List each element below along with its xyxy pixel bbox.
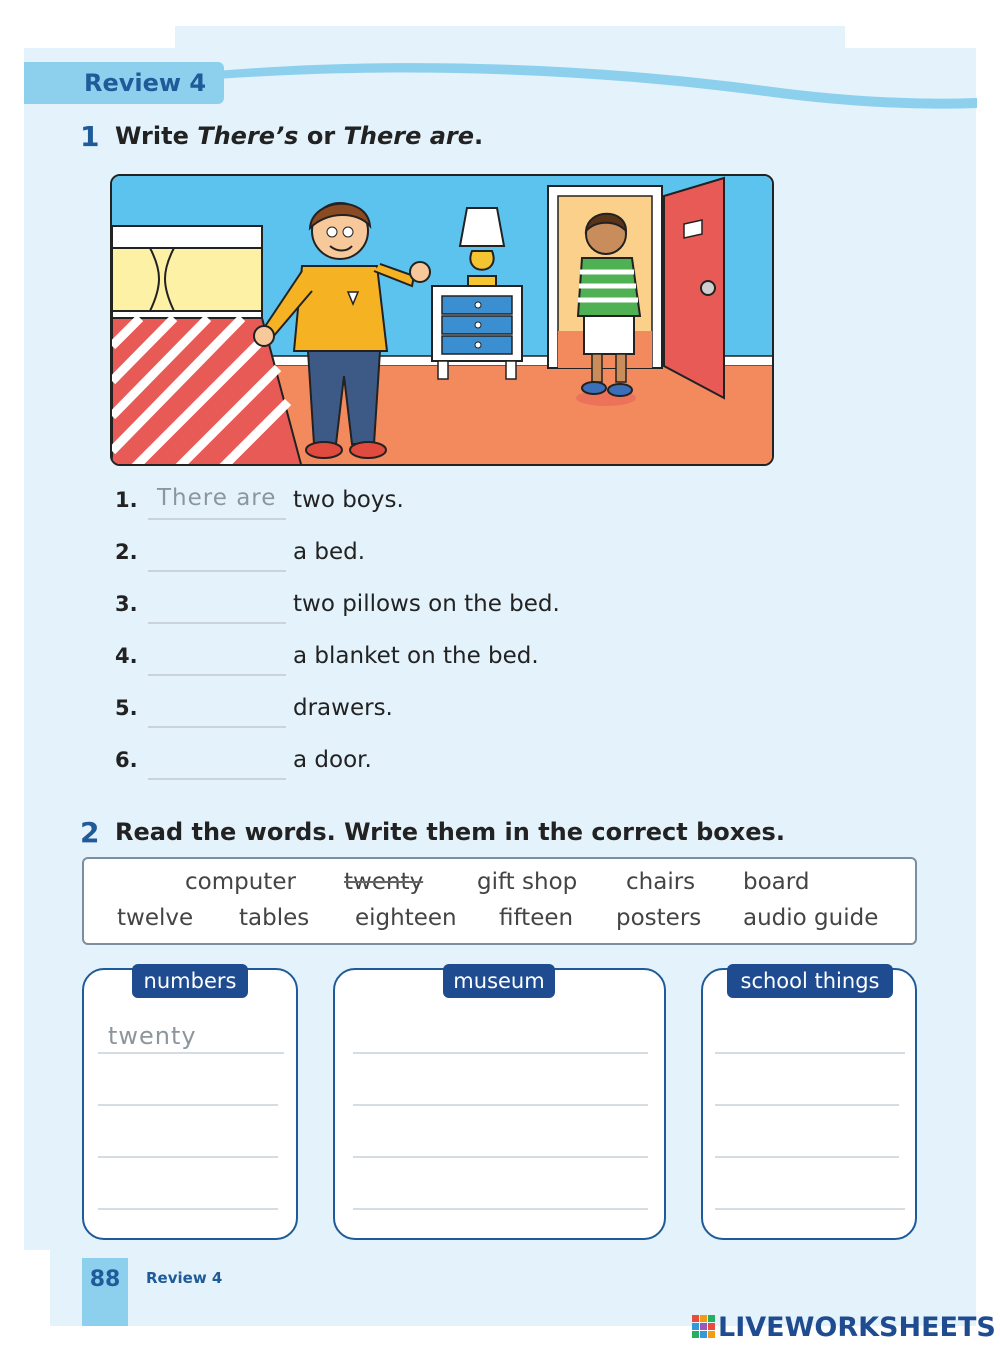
word-fifteen: fifteen — [499, 905, 574, 931]
sentence-text: two pillows on the bed. — [293, 591, 560, 617]
word-chairs: chairs — [626, 869, 696, 895]
liveworksheets-logo — [692, 1312, 996, 1344]
sentence-5 — [115, 690, 615, 730]
exercise-1-number: 1 — [80, 120, 100, 153]
word-board: board — [743, 869, 810, 895]
footer-section: Review 4 — [146, 1269, 223, 1287]
instruction-or: or — [298, 122, 344, 150]
exercise-1-instruction — [115, 122, 483, 150]
word-audio-guide: audio guide — [743, 905, 879, 931]
liveworksheets-text: LIVEWORKSHEETS — [718, 1312, 996, 1343]
numbers-example-answer: twenty — [108, 1022, 197, 1050]
sentence-3 — [115, 586, 615, 626]
school-things-line-1[interactable] — [715, 1052, 905, 1054]
sentence-text: drawers. — [293, 695, 393, 721]
top-strip — [175, 26, 845, 48]
sentence-text: a bed. — [293, 539, 366, 565]
school-things-line-2[interactable] — [715, 1104, 899, 1106]
answer-blank-5[interactable] — [148, 690, 286, 728]
header-ribbon — [205, 58, 977, 110]
instruction-end: . — [474, 122, 484, 150]
sentence-1 — [115, 482, 615, 522]
exercise-2-instruction: Read the words. Write them in the correct boxes. — [115, 818, 785, 846]
numbers-line-4[interactable] — [98, 1208, 278, 1210]
answer-blank-2[interactable] — [148, 534, 286, 572]
numbers-line-3[interactable] — [98, 1156, 278, 1158]
sentence-6 — [115, 742, 615, 782]
bottom-left-margin — [24, 1250, 50, 1351]
numbers-box — [82, 968, 298, 1240]
answer-blank-6[interactable] — [148, 742, 286, 780]
sentence-text: a blanket on the bed. — [293, 643, 539, 669]
numbers-label: numbers — [132, 964, 248, 998]
sentence-2 — [115, 534, 615, 574]
word-gift-shop: gift shop — [477, 869, 578, 895]
page-number: 88 — [82, 1258, 128, 1326]
museum-line-3[interactable] — [353, 1156, 648, 1158]
museum-line-1[interactable] — [353, 1052, 648, 1054]
exercise-2-number: 2 — [80, 816, 100, 849]
school-things-line-3[interactable] — [715, 1156, 899, 1158]
option-theres: There’s — [197, 122, 299, 150]
sentence-number: 1. — [115, 488, 138, 512]
sentence-text: two boys. — [293, 487, 404, 513]
sentence-number: 3. — [115, 592, 138, 616]
word-tables: tables — [239, 905, 310, 931]
school-things-label: school things — [727, 964, 893, 998]
sentence-number: 6. — [115, 748, 138, 772]
museum-label: museum — [443, 964, 555, 998]
sentence-number: 2. — [115, 540, 138, 564]
museum-line-4[interactable] — [353, 1208, 648, 1210]
word-bank — [82, 857, 917, 945]
museum-line-2[interactable] — [353, 1104, 648, 1106]
review-tab: Review 4 — [24, 62, 224, 104]
sentence-number: 5. — [115, 696, 138, 720]
bedroom-illustration — [110, 174, 774, 466]
sentence-text: a door. — [293, 747, 372, 773]
option-there-are: There are — [343, 122, 475, 150]
word-twelve: twelve — [117, 905, 194, 931]
school-things-box — [701, 968, 917, 1240]
word-posters: posters — [616, 905, 702, 931]
school-things-line-4[interactable] — [715, 1208, 905, 1210]
numbers-line-1[interactable] — [98, 1052, 284, 1054]
word-computer: computer — [185, 869, 296, 895]
sentence-4 — [115, 638, 615, 678]
liveworksheets-grid-icon — [692, 1315, 716, 1339]
sentence-number: 4. — [115, 644, 138, 668]
example-answer: There are — [157, 485, 277, 511]
museum-box — [333, 968, 666, 1240]
answer-blank-3[interactable] — [148, 586, 286, 624]
word-twenty: twenty — [344, 869, 424, 895]
answer-blank-4[interactable] — [148, 638, 286, 676]
instruction-prefix: Write — [115, 122, 198, 150]
numbers-line-2[interactable] — [98, 1104, 278, 1106]
word-eighteen: eighteen — [355, 905, 457, 931]
